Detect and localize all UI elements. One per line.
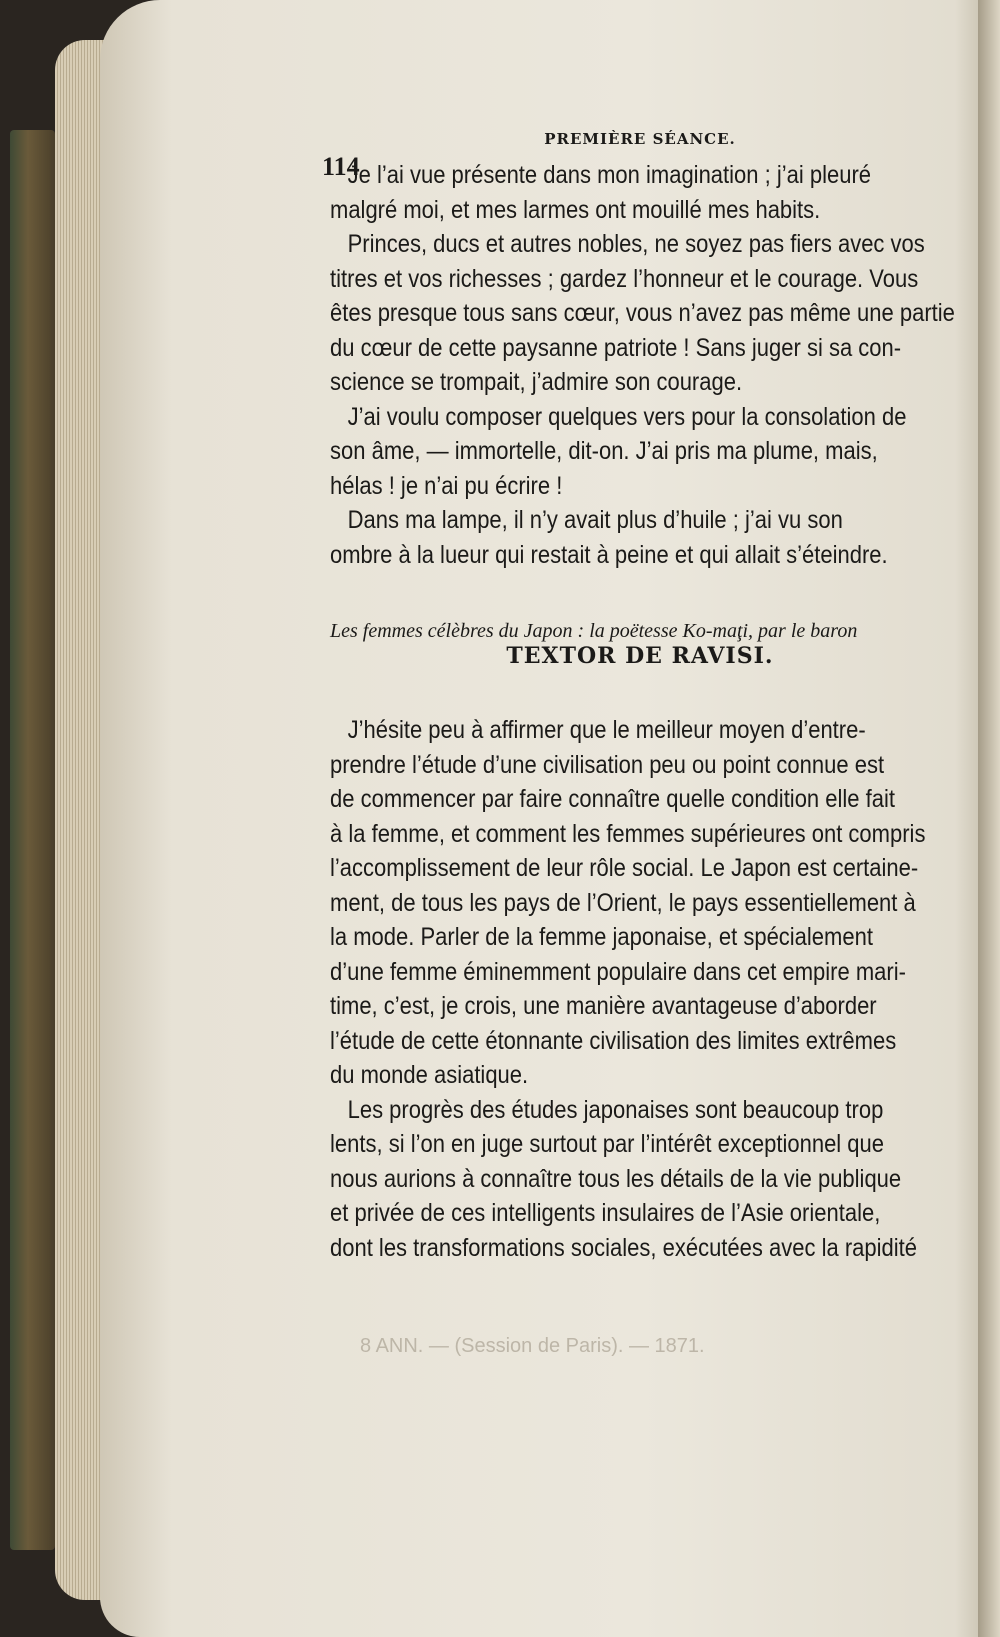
text-line: Dans ma lampe, il n’y avait plus d’huile ; j’ai vu son bbox=[347, 506, 843, 534]
text-line: Les progrès des études japonaises sont beaucoup trop bbox=[347, 1095, 884, 1124]
text-line: l’accomplissement de leur rôle social. Le Japon est certaine- bbox=[330, 854, 919, 882]
signature-line: 8 ANN. — (Session de Paris). — 1871. bbox=[360, 1335, 705, 1357]
text-line: Princes, ducs et autres nobles, ne soyez pas fiers avec vos bbox=[347, 230, 925, 258]
text-line: J’ai voulu composer quelques vers pour la consolation de bbox=[347, 402, 907, 431]
article-author: TEXTOR DE RAVISI. bbox=[506, 643, 774, 669]
text-line: de commencer par faire connaître quelle condition elle fait bbox=[330, 785, 895, 813]
text-line: prendre l’étude d’une civilisation peu ou point connue est bbox=[330, 750, 885, 779]
text-line: Je l’ai vue présente dans mon imagination ; j’ai pleuré bbox=[347, 161, 872, 189]
article-title: Les femmes célèbres du Japon : la poëtesse Ko-maţi, par le baron bbox=[330, 620, 858, 642]
text-line: du monde asiatique. bbox=[330, 1061, 529, 1089]
text-line: malgré moi, et mes larmes ont mouillé mes habits. bbox=[330, 195, 821, 224]
text-line: nous aurions à connaître tous les détails de la vie publique bbox=[330, 1164, 902, 1193]
text-line: hélas ! je n’ai pu écrire ! bbox=[330, 471, 563, 500]
text-line: à la femme, et comment les femmes supérieures ont compris bbox=[330, 819, 926, 848]
text-line: son âme, — immortelle, dit-on. J’ai pris ma plume, mais, bbox=[330, 437, 878, 465]
page-number: 114 bbox=[322, 152, 360, 181]
page-text bbox=[322, 130, 955, 1265]
text-line: science se trompait, j’admire son courage. bbox=[330, 368, 743, 396]
running-title: PREMIÈRE SÉANCE. bbox=[544, 130, 736, 148]
text-line: du cœur de cette paysanne patriote ! Sans juger si sa con- bbox=[330, 333, 902, 362]
text-line: titres et vos richesses ; gardez l’honneur et le courage. Vous bbox=[330, 264, 919, 293]
text-line: time, c’est, je crois, une manière avantageuse d’aborder bbox=[330, 992, 877, 1020]
text-line: ombre à la lueur qui restait à peine et qui allait s’éteindre. bbox=[330, 540, 888, 569]
text-line: d’une femme éminemment populaire dans cet empire mari- bbox=[330, 957, 906, 986]
text-line: l’étude de cette étonnante civilisation des limites extrêmes bbox=[330, 1026, 897, 1055]
text-line: et privée de ces intelligents insulaires de l’Asie orientale, bbox=[330, 1199, 881, 1227]
text-line: êtes presque tous sans cœur, vous n’avez pas même une partie bbox=[330, 299, 955, 327]
text-line: J’hésite peu à affirmer que le meilleur moyen d’entre- bbox=[347, 716, 866, 744]
text-line: la mode. Parler de la femme japonaise, et spécialement bbox=[330, 923, 873, 951]
text-line: ment, de tous les pays de l’Orient, le pays essentiellement à bbox=[330, 888, 916, 917]
text-line: dont les transformations sociales, exécutées avec la rapidité bbox=[330, 1233, 917, 1262]
book-cover bbox=[10, 130, 55, 1550]
text-line: lents, si l’on en juge surtout par l’intérêt exceptionnel que bbox=[330, 1130, 885, 1158]
